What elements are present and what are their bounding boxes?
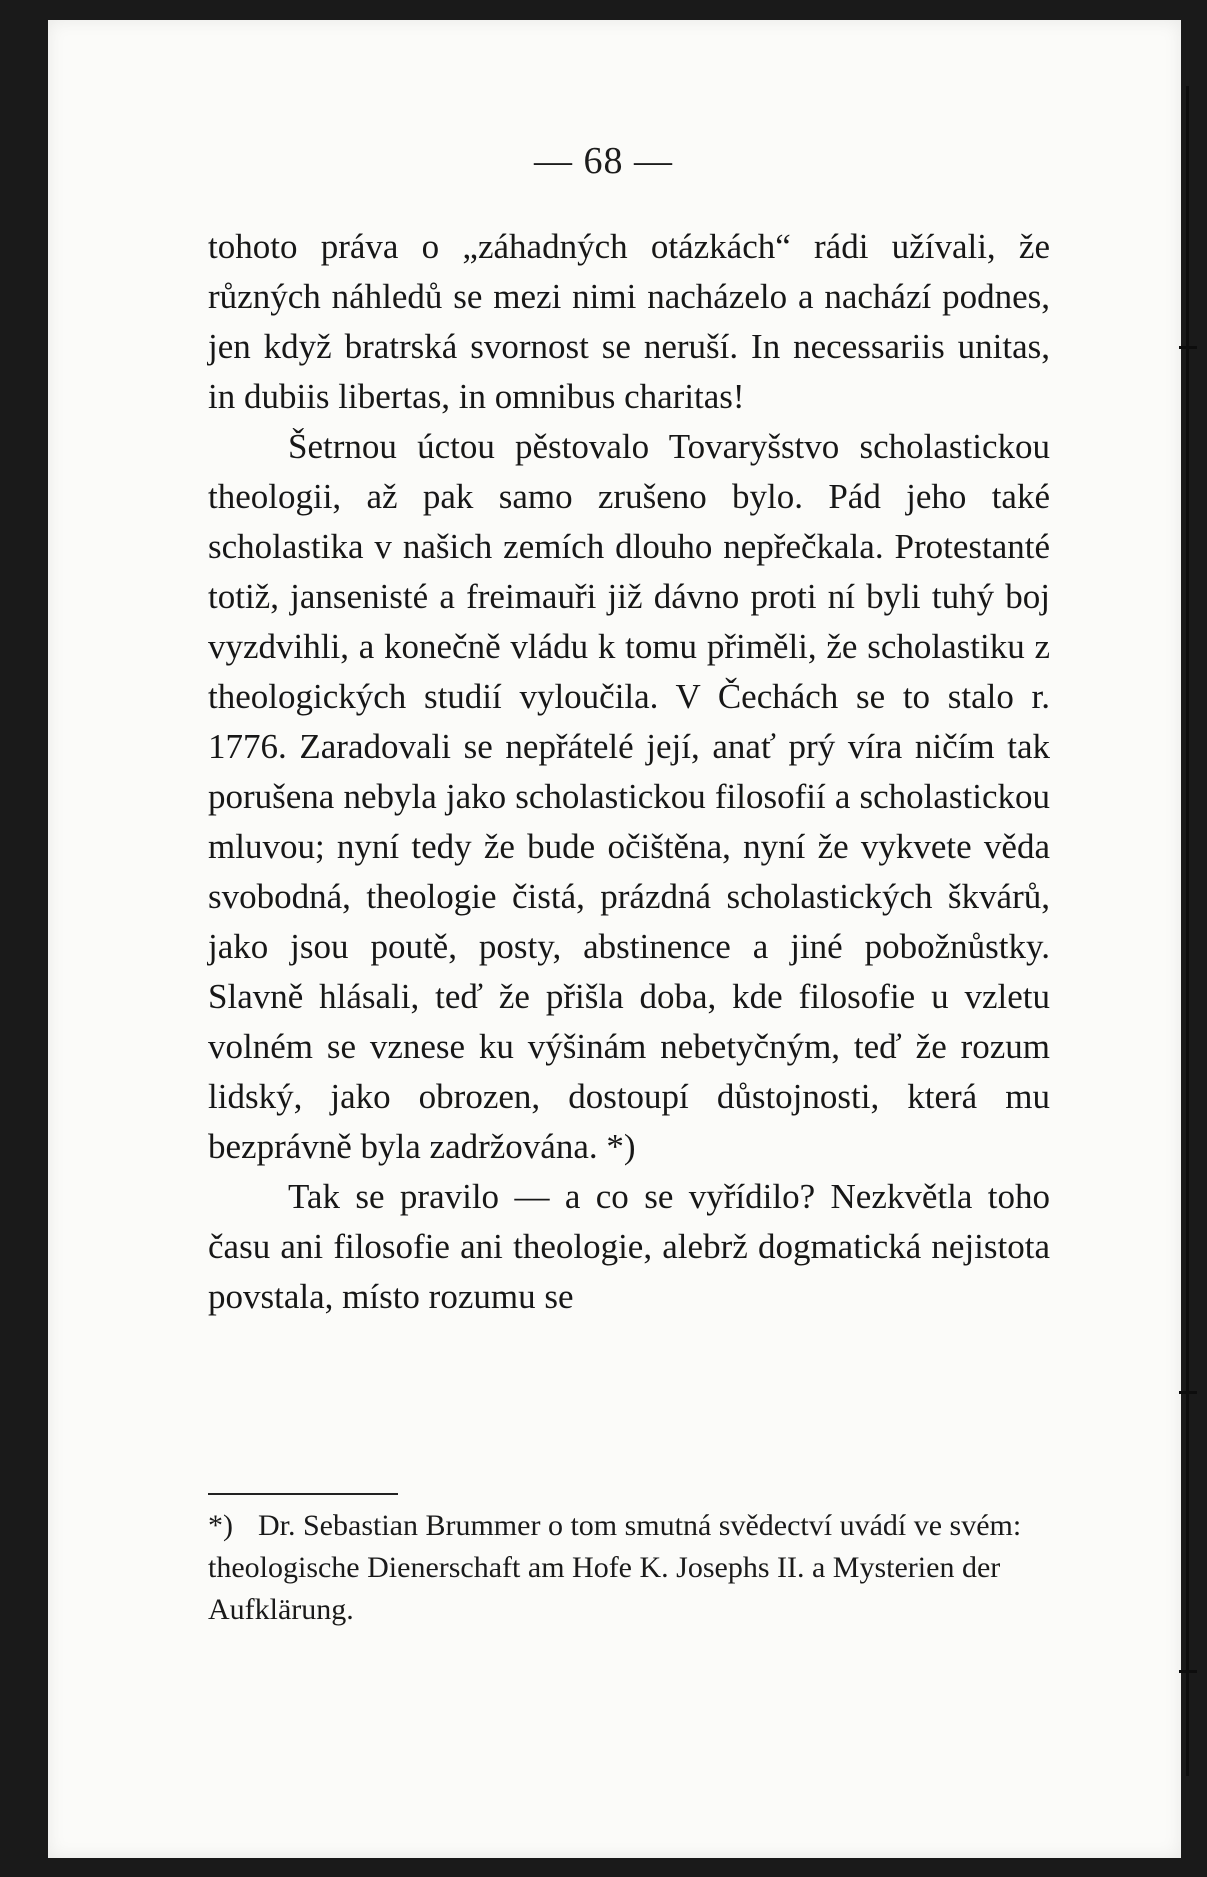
paragraph-3: Tak se pravilo — a co se vyřídilo? Nezkvětla toho času ani filosofie ani theologie, alebrž dogmatická nejistota povstala, místo rozumu se	[208, 1177, 1050, 1316]
footnote-text: Dr. Sebastian Brummer o tom smutná svědectví uvádí ve svém: theologische Dienerschaft am Hofe K. Josephs II. a Mysterien der Aufklärung.	[208, 1509, 1022, 1626]
footnote-marker: *)	[208, 1509, 233, 1542]
paragraph-1: tohoto práva o „záhadných otázkách“ rádi užívali, že různých náhledů se mezi nimi nacházelo a nachází podnes, jen když bratrská svornost se neruší. In necessariis unitas, in dubiis libertas, in omnibus charitas!	[208, 227, 1050, 416]
page-edge-rule	[1186, 86, 1189, 1776]
edge-tick-mark	[1179, 346, 1197, 349]
page-number: — 68 —	[534, 140, 673, 182]
main-text	[208, 222, 1050, 1322]
footnote-divider	[208, 1493, 398, 1495]
edge-tick-mark	[1179, 1670, 1197, 1673]
footnote	[208, 1505, 1048, 1631]
edge-tick-mark	[1179, 1391, 1197, 1394]
paragraph-2: Šetrnou úctou pěstovalo Tovaryšstvo scholastickou theologii, až pak samo zrušeno bylo. Pád jeho také scholastika v našich zemích dlouho nepřečkala. Protestanté totiž, jansenisté a freimauři již dávno proti ní byli tuhý boj vyzdvihli, a konečně vládu k tomu přiměli, že scholastiku z theologických studií vyloučila. V Čechách se to stalo r. 1776. Zaradovali se nepřátelé její, anať prý víra ničím tak porušena nebyla jako scholastickou filosofií a scholastickou mluvou; nyní tedy že bude očištěna, nyní že vykvete věda svobodná, theologie čistá, prázdná scholastických škvárů, jako jsou poutě, posty, abstinence a jiné pobožnůstky. Slavně hlásali, teď že přišla doba, kde filosofie u vzletu volném se vznese ku výšinám nebetyčným, teď že rozum lidský, jako obrozen, dostoupí důstojnosti, která mu bezprávně byla zadržována. *)	[208, 427, 1050, 1166]
